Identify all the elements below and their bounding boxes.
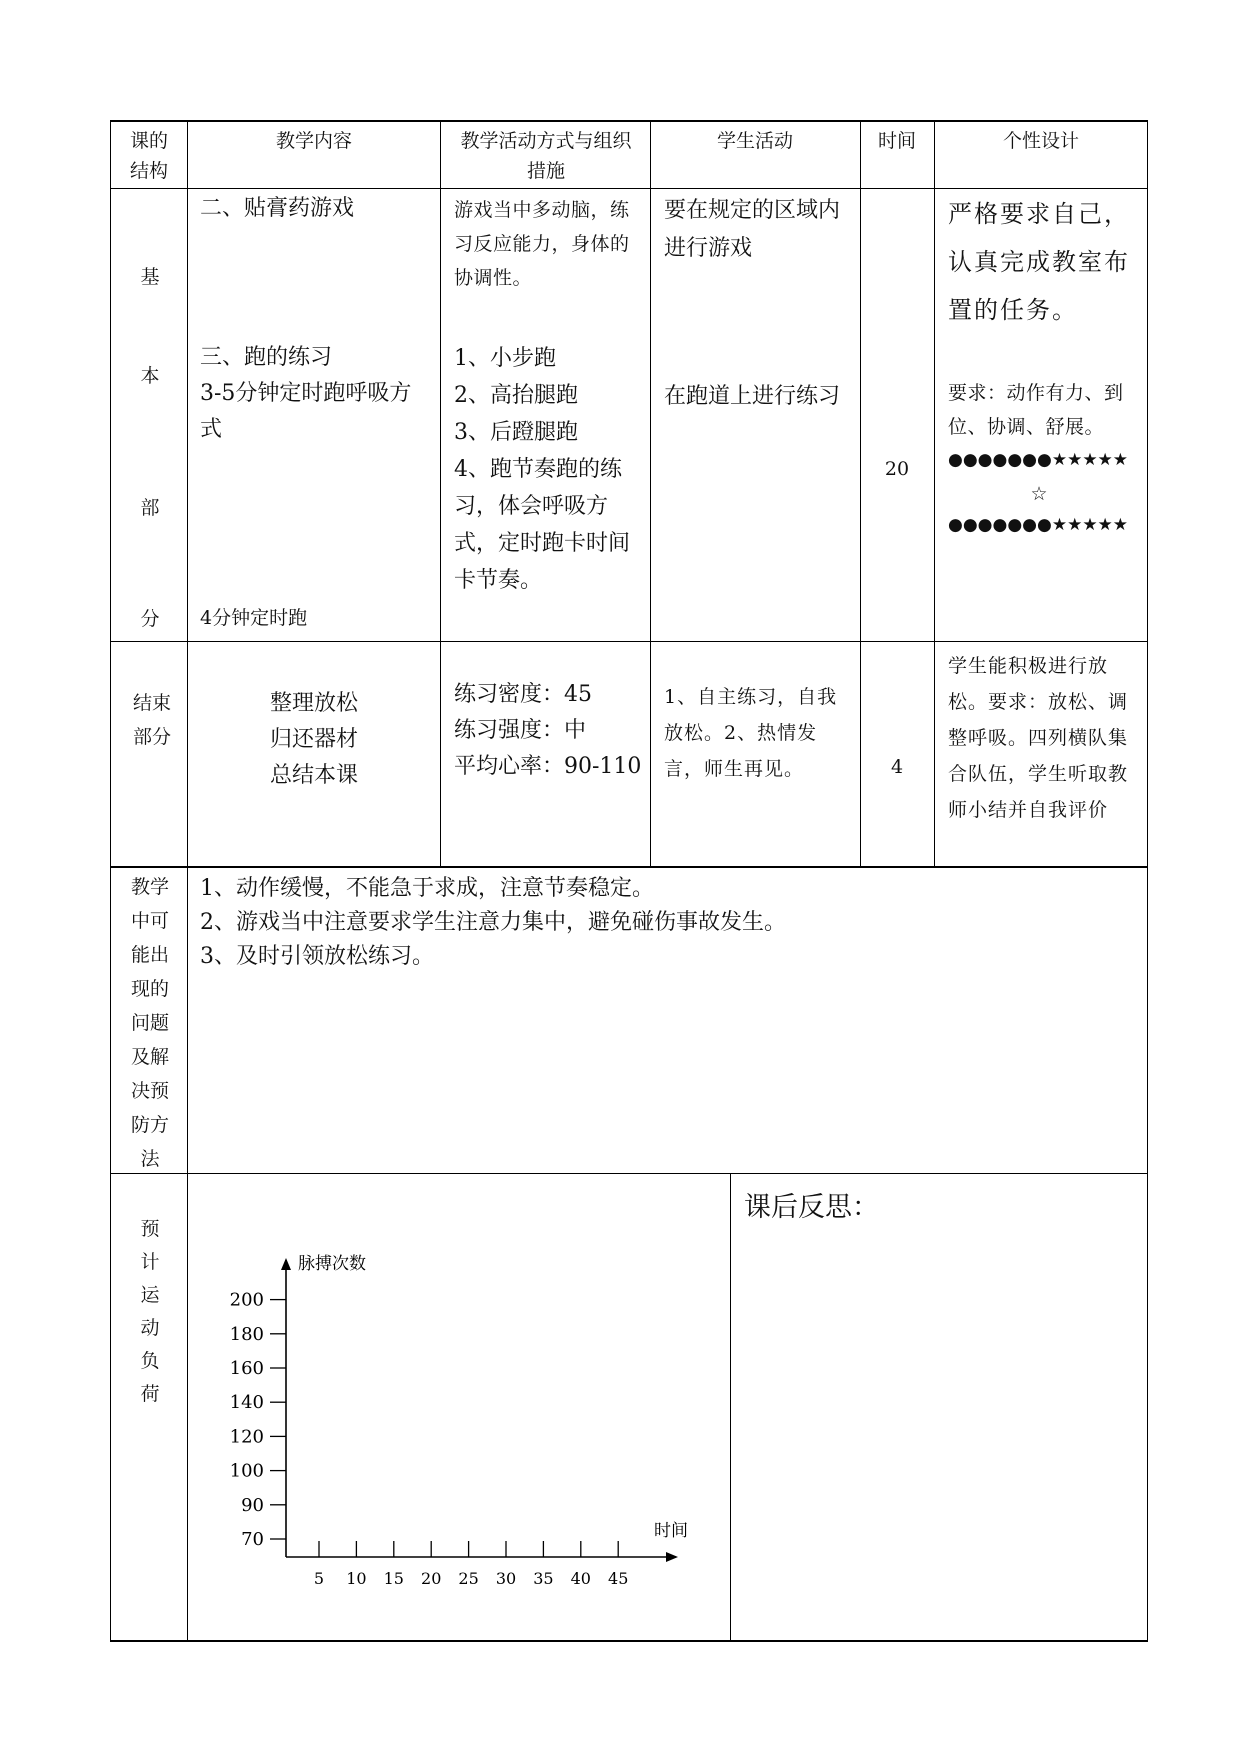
problem-item-2: 2、游戏当中注意要求学生注意力集中，避免碰伤事故发生。	[200, 910, 786, 935]
col-divider-reflection	[730, 1173, 731, 1641]
header-method: 教学活动方式与组织措施	[460, 130, 632, 182]
method-item-2: 2、高抬腿跑	[454, 383, 578, 408]
x-tick-label: 35	[533, 1569, 554, 1588]
content-run-title: 三、跑的练习	[200, 345, 333, 370]
col-divider-2	[440, 120, 441, 867]
y-axis-arrow-icon	[281, 1258, 291, 1270]
y-axis-title: 脉搏次数	[298, 1254, 366, 1274]
col-divider-3	[650, 120, 651, 867]
x-tick-label: 15	[383, 1569, 404, 1588]
basic-label-2: 本	[140, 365, 160, 387]
ending-content-2: 归还器材	[269, 727, 358, 752]
header-design: 个性设计	[1002, 130, 1079, 152]
formation-row-1: ●●●●●●●★★★★★	[948, 450, 1129, 470]
load-label-5: 负	[140, 1350, 160, 1372]
ending-design: 学生能积极进行放松。要求：放松、调整呼吸。四列横队集合队伍，学生听取教师小结并自我评价	[948, 655, 1129, 821]
x-tick-label: 25	[458, 1569, 479, 1588]
problem-item-3: 3、及时引领放松练习。	[200, 944, 434, 969]
method-item-3: 3、后蹬腿跑	[454, 420, 578, 445]
pulse-chart	[210, 1230, 690, 1600]
ending-student: 1、自主练习，自我放松。2、热情发言，师生再见。	[664, 686, 838, 780]
basic-time: 20	[884, 458, 910, 480]
method-item-1: 1、小步跑	[454, 346, 556, 371]
x-tick-label: 20	[421, 1569, 442, 1588]
method-item-4: 4、跑节奏跑的练习，体会呼吸方式，定时跑卡时间卡节奏。	[454, 457, 631, 593]
content-game: 二、贴膏药游戏	[200, 196, 355, 221]
ending-method-1: 练习密度：45	[454, 682, 592, 707]
header-time: 时间	[877, 130, 916, 152]
ending-method-2: 练习强度：中	[454, 718, 587, 743]
design-requirement: 严格要求自己，认真完成教室布置的任务。	[948, 200, 1130, 324]
y-tick-label: 100	[229, 1460, 264, 1482]
x-tick-label: 5	[313, 1569, 325, 1588]
table-border-left	[110, 120, 111, 1641]
formation-teacher: ☆	[1030, 483, 1048, 505]
basic-label-4: 分	[140, 608, 160, 630]
table-border-right	[1147, 120, 1148, 1641]
row-divider-header	[110, 188, 1148, 189]
row-divider-ending	[110, 866, 1148, 868]
header-content: 教学内容	[275, 130, 352, 152]
x-tick-label: 10	[346, 1569, 367, 1588]
y-tick-label: 160	[229, 1358, 264, 1379]
method-game: 游戏当中多动脑，练习反应能力，身体的协调性。	[454, 199, 630, 289]
ending-method-3: 平均心率：90-110	[454, 754, 642, 779]
student-game: 要在规定的区域内进行游戏	[664, 198, 841, 261]
row-divider-problems	[110, 1173, 1148, 1174]
basic-label-1: 基	[140, 266, 160, 288]
table-border-top	[110, 120, 1148, 122]
y-tick-label: 90	[241, 1494, 264, 1516]
y-tick-label: 180	[229, 1323, 264, 1345]
problem-item-1: 1、动作缓慢，不能急于求成，注意节奏稳定。	[200, 876, 654, 901]
load-label-2: 计	[140, 1251, 160, 1273]
ending-time: 4	[890, 756, 904, 778]
y-tick-label: 140	[229, 1392, 264, 1414]
y-tick-label: 120	[229, 1426, 264, 1448]
formation-row-2: ●●●●●●●★★★★★	[948, 515, 1129, 535]
x-axis-title: 时间	[654, 1521, 688, 1541]
x-tick-label: 30	[495, 1569, 517, 1588]
header-structure: 课的结构	[129, 130, 168, 182]
col-divider-5	[934, 120, 935, 867]
design-action: 要求：动作有力、到位、协调、舒展。	[948, 382, 1124, 438]
load-label-6: 荷	[140, 1383, 160, 1405]
load-label-4: 动	[140, 1317, 160, 1339]
ending-label: 结束部分	[132, 692, 171, 748]
basic-label-3: 部	[140, 497, 160, 519]
col-divider-1	[187, 120, 188, 1641]
student-run: 在跑道上进行练习	[664, 384, 841, 409]
y-tick-label: 200	[229, 1289, 264, 1311]
x-tick-label: 45	[608, 1569, 629, 1588]
row-divider-basic	[110, 641, 1148, 642]
table-border-bottom	[110, 1640, 1148, 1642]
content-run-desc: 3-5分钟定时跑呼吸方式	[200, 381, 412, 442]
problems-label: 教学中可能出现的问题及解决预防方法	[130, 876, 169, 1170]
x-tick-label: 40	[570, 1569, 591, 1588]
ending-content-3: 总结本课	[269, 763, 358, 788]
header-student: 学生活动	[716, 130, 793, 152]
ending-content-1: 整理放松	[269, 691, 358, 716]
reflection-title: 课后反思：	[744, 1192, 879, 1223]
content-timed-run: 4分钟定时跑	[200, 607, 308, 629]
col-divider-4	[860, 120, 861, 867]
x-axis-arrow-icon	[666, 1552, 678, 1562]
load-label-3: 运	[140, 1284, 160, 1306]
y-tick-label: 70	[241, 1529, 264, 1550]
load-label-1: 预	[140, 1218, 160, 1240]
